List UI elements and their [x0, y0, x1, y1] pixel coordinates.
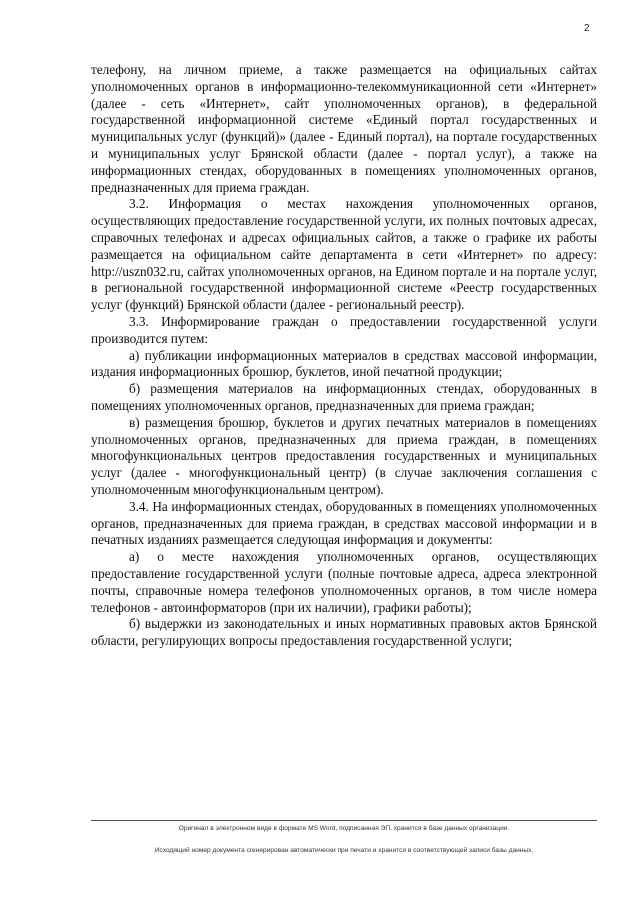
page-number: 2 — [584, 23, 590, 34]
document-body — [91, 62, 597, 650]
list-item-3-4-b: б) выдержки из законодательных и иных нормативных правовых актов Брянской области, регулирующих вопросы предоставления государственной услуги; — [91, 616, 597, 649]
list-item-3-3-c: в) размещения брошюр, буклетов и других печатных материалов в помещениях уполномоченных органов, предназначенных для приема граждан, в помещениях многофункциональных центров предоставления государственных и муниципальных услуг (далее - многофункциональный центр) (в случае заключения соглашения с уполномоченным многофункциональным центром). — [91, 414, 597, 497]
paragraph-3-2: 3.2. Информация о местах нахождения уполномоченных органов, осуществляющих предоставление государственной услуги, их полных почтовых адресах, справочных телефонах и адресах официальных сайтов, а также о графике их работы размещается на официальном сайте департамента в сети «Интернет» по адресу: http://uszn032.ru, сайтах уполномоченных органов, на Едином портале и на портале услуг, в региональной государственной информационной системе «Реестр государственных услуг (функций) Брянской области (далее - региональный реестр). — [91, 196, 597, 313]
list-item-3-3-b: б) размещения материалов на информационных стендах, оборудованных в помещениях уполномоченных органов, предназначенных для приема граждан; — [91, 381, 597, 413]
list-item-3-3-a: а) публикации информационных материалов в средствах массовой информации, издания информационных брошюр, буклетов, иной печатной продукции; — [91, 347, 597, 380]
list-item-3-4-a: а) о месте нахождения уполномоченных органов, осуществляющих предоставление государственной услуги (полные почтовые адреса, адреса электронной почты, справочные номера телефонов уполномоченных органов, в том числе номера телефонов - автоинформаторов (при их наличии), графики работы); — [91, 549, 597, 615]
footer-note-number: Исходящий номер документа сгенерирован автоматически при печати и хранится в соответствующей записи базы данных. — [154, 847, 534, 854]
paragraph-continuation: телефону, на личном приеме, а также размещается на официальных сайтах уполномоченных органов в информационно-телекоммуникационной сети «Интернет» (далее - сеть «Интернет», сайт уполномоченных органов), в федеральной государственной информационной системе «Единый портал государственных и муниципальных услуг (функций)» (далее - Единый портал), на портале государственных и муниципальных услуг Брянской области (далее - портал услуг), а также на информационных стендах, оборудованных в помещениях уполномоченных органов, предназначенных для приема граждан. — [91, 62, 597, 195]
footer-note-original: Оригинал в электронном виде в формате MS Word, подписанная ЭП, хранится в базе данных организации. — [178, 825, 510, 832]
footer-divider — [91, 820, 597, 821]
paragraph-3-4: 3.4. На информационных стендах, оборудованных в помещениях уполномоченных органов, предназначенных для приема граждан, в средствах массовой информации и в печатных изданиях размещается следующая информация и документы: — [91, 498, 597, 548]
paragraph-3-3: 3.3. Информирование граждан о предоставлении государственной услуги производится путем: — [91, 313, 597, 346]
